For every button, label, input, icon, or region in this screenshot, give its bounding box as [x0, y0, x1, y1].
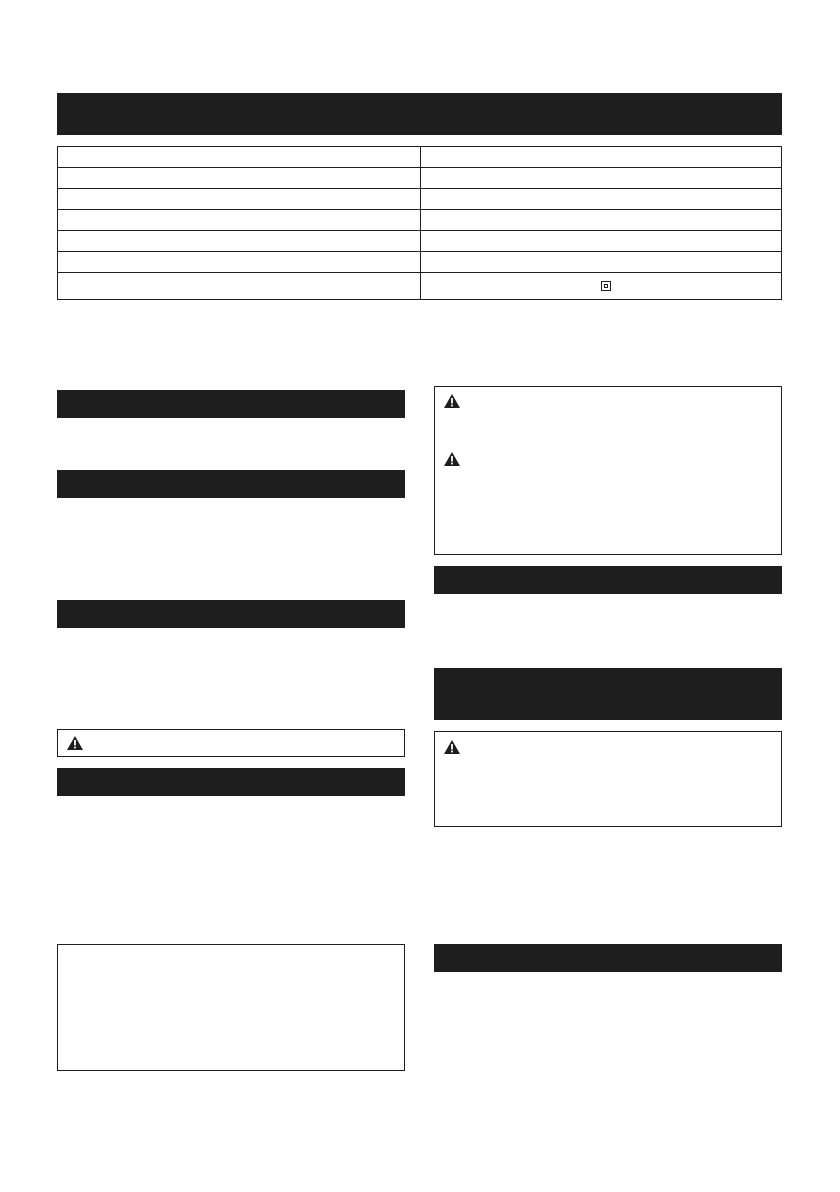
table-row: [58, 147, 782, 168]
table-row: [58, 168, 782, 189]
table-row: [58, 252, 782, 273]
section-heading-bar: [57, 470, 405, 498]
warning-box: [57, 729, 405, 757]
note-box: [57, 944, 405, 1071]
warning-icon: [443, 739, 461, 755]
section-heading-bar: [434, 668, 782, 720]
table-row: [58, 189, 782, 210]
title-bar: [57, 93, 782, 135]
section-heading-bar: [57, 600, 405, 628]
section-heading-bar: [434, 566, 782, 594]
warning-box: [434, 386, 782, 555]
warning-icon: [443, 451, 461, 467]
table-row: [58, 210, 782, 231]
warning-icon: [443, 393, 461, 409]
warning-icon: [66, 735, 84, 751]
section-heading-bar: [434, 944, 782, 972]
double-insulation-icon: [601, 281, 611, 291]
section-heading-bar: [57, 768, 405, 796]
section-heading-bar: [57, 390, 405, 418]
warning-box: [434, 731, 782, 827]
table-row: [58, 273, 782, 300]
table-row: [58, 231, 782, 252]
specifications-table: [57, 146, 782, 300]
